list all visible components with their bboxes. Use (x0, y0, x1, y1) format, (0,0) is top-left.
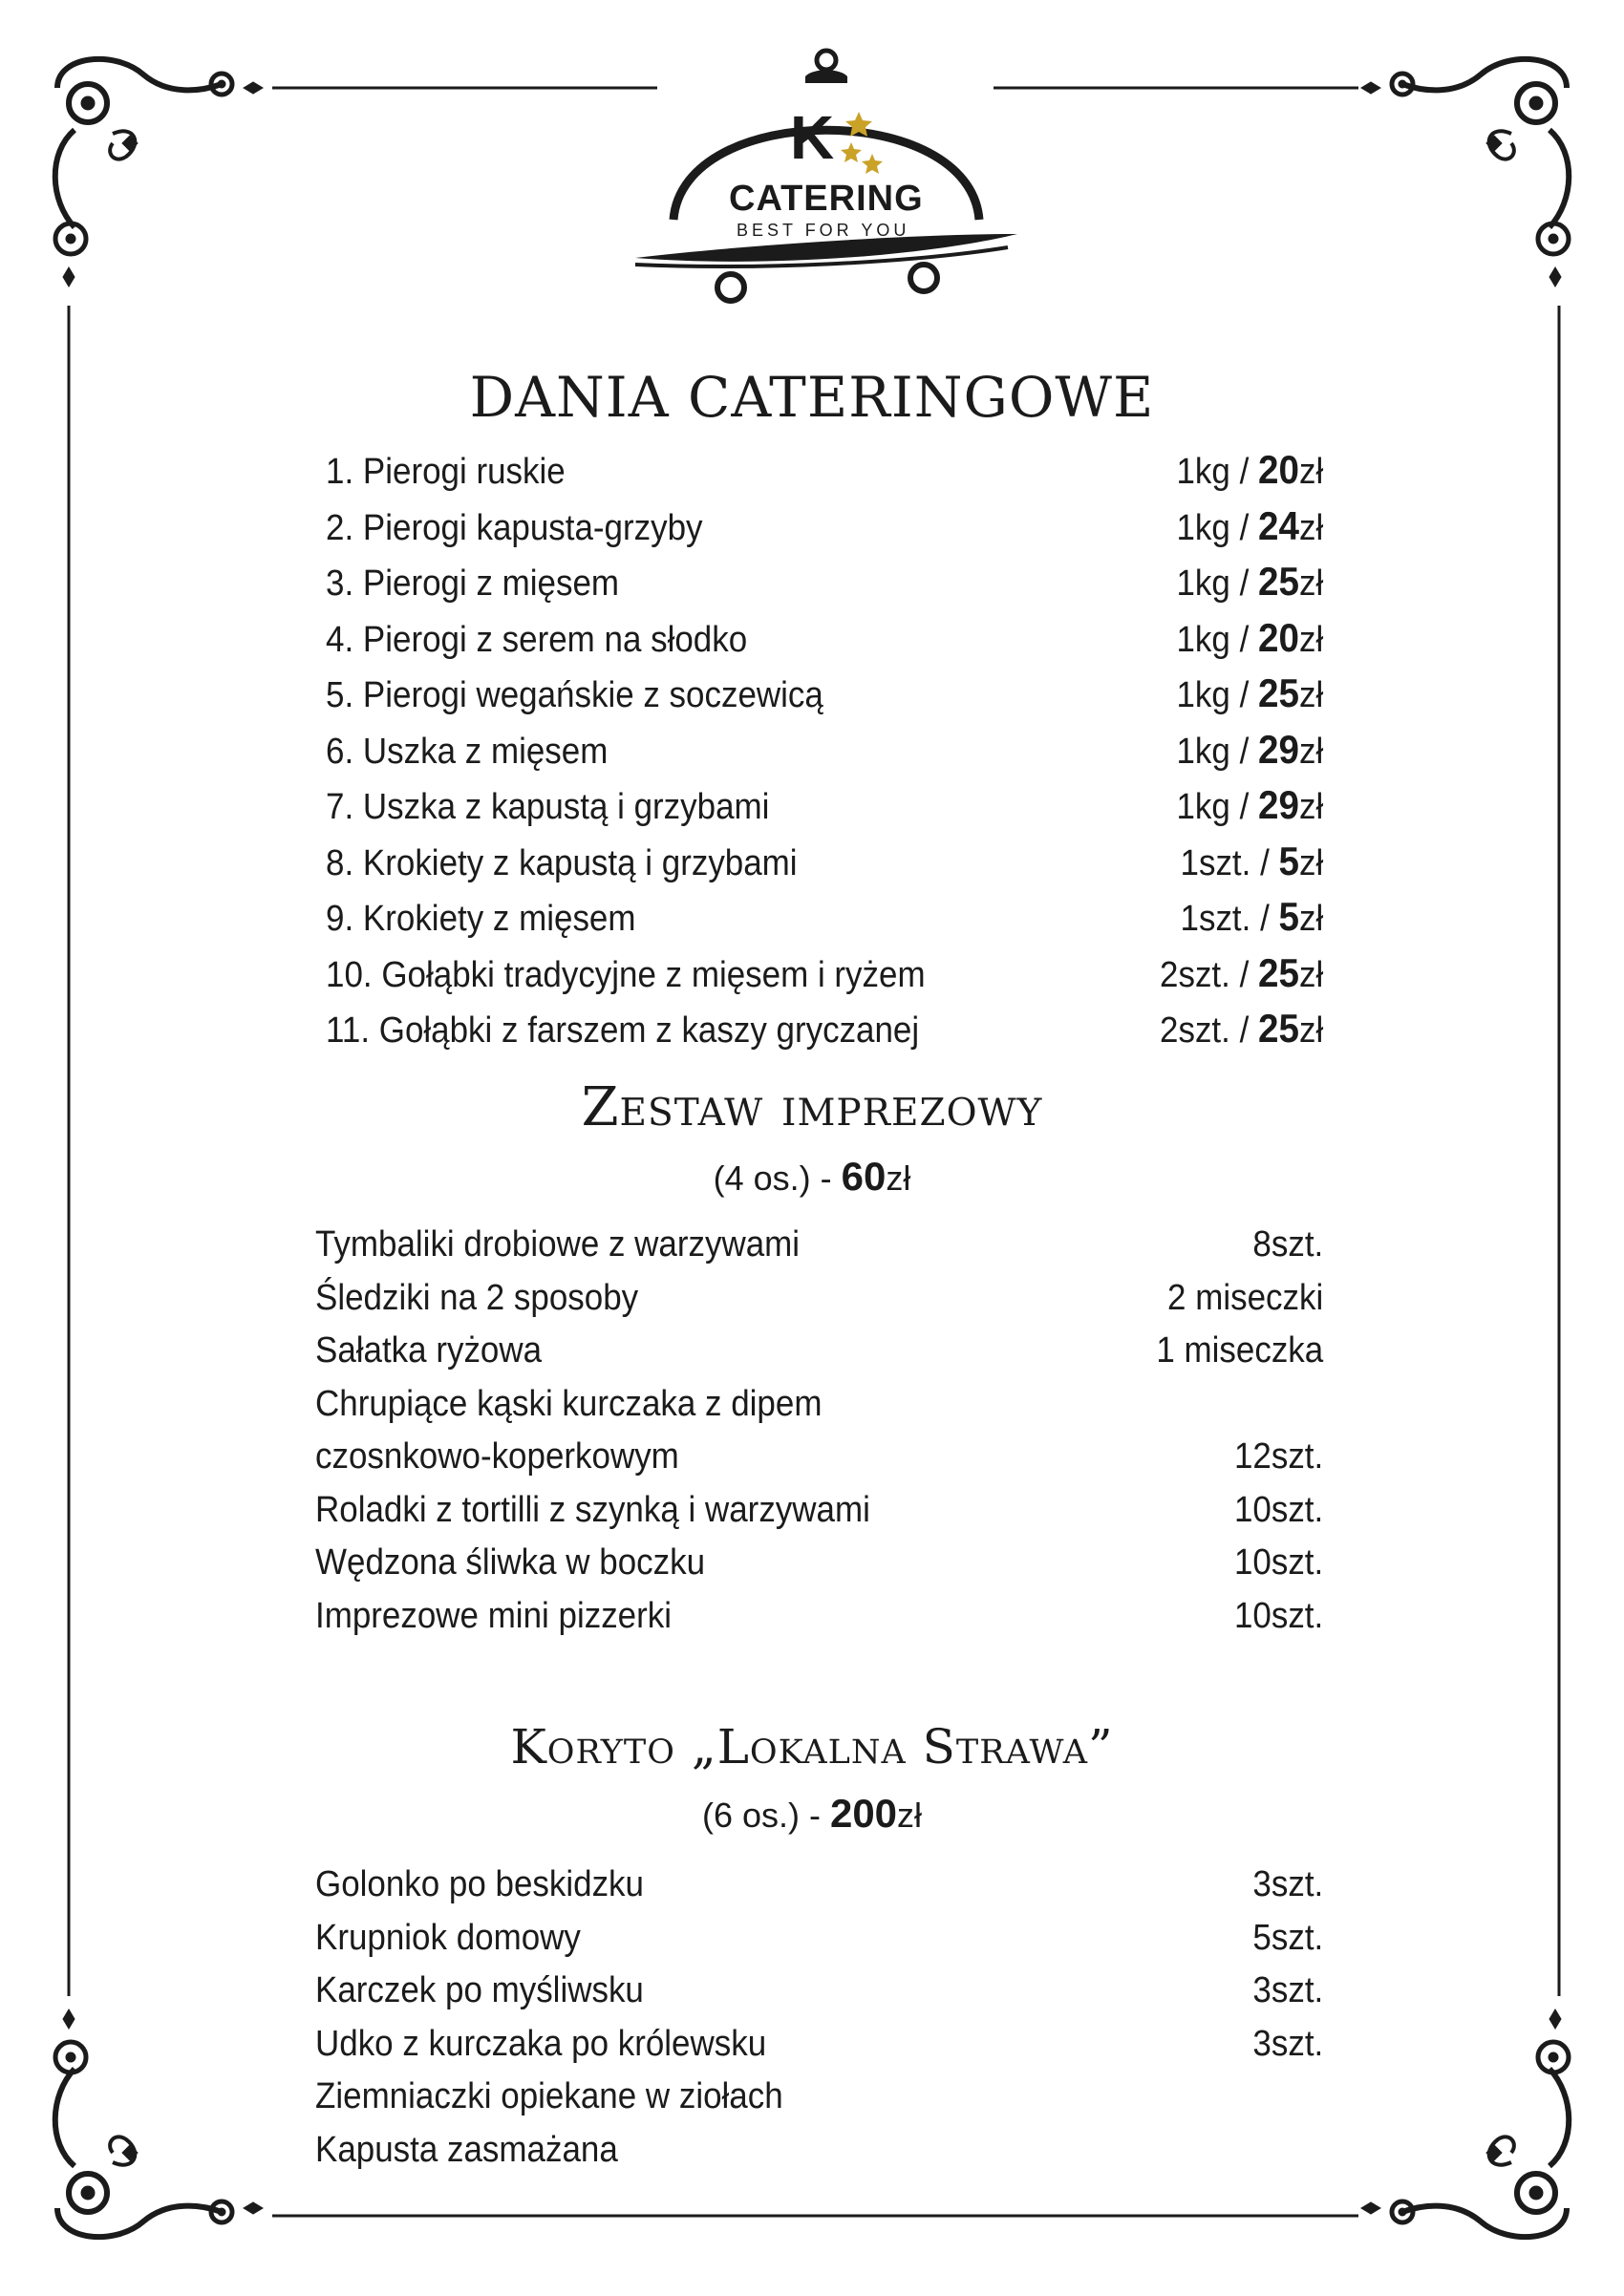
menu-item-name: Gołąbki z farszem z kaszy gryczanej (378, 1010, 920, 1051)
menu-item-name: Udko z kurczaka po królewsku (315, 2023, 767, 2064)
menu-item-name: Pierogi wegańskie z soczewicą (362, 675, 823, 715)
section2-title: Zestaw imprezowy (581, 1076, 1043, 1138)
subtitle-price: 200 (829, 1791, 898, 1836)
menu-item-row (315, 1484, 1323, 1538)
menu-item-quantity: 3szt. (1252, 2023, 1324, 2064)
menu-item-name-group (326, 558, 619, 611)
menu-item-row (315, 946, 1323, 1003)
section2-list (315, 1219, 1323, 1643)
menu-item-currency: zł (1298, 563, 1324, 604)
menu-item-name: Pierogi z mięsem (362, 563, 620, 604)
menu-item-name: Sałatka ryżowa (315, 1330, 543, 1371)
menu-item-number: 2. (326, 507, 354, 548)
menu-item-price: 5 (1278, 894, 1299, 939)
menu-item-price: 25 (1258, 559, 1299, 604)
menu-item-number: 5. (326, 675, 354, 715)
menu-item-name: Uszka z mięsem (362, 731, 609, 772)
menu-item-name: Kapusta zasmażana (315, 2129, 618, 2170)
menu-item-price: 20 (1258, 614, 1299, 660)
section2-subtitle (0, 1154, 1624, 1200)
subtitle-currency: zł (886, 1159, 911, 1198)
star-icon (841, 142, 862, 162)
menu-item-row (315, 1912, 1323, 1966)
menu-item-currency: zł (1298, 1010, 1324, 1051)
menu-item-unit: 1kg / (1176, 563, 1259, 604)
menu-item-name: Krokiety z kapustą i grzybami (362, 842, 798, 883)
menu-item-quantity: 3szt. (1252, 1864, 1324, 1904)
menu-item-price-group (1176, 723, 1323, 779)
menu-item-currency: zł (1298, 899, 1324, 939)
menu-item-price: 25 (1258, 1006, 1299, 1051)
menu-item-name: Pierogi kapusta-grzyby (362, 507, 703, 548)
menu-item-number: 7. (326, 787, 354, 827)
menu-item-unit: 1szt. / (1180, 842, 1279, 883)
menu-item-row (315, 1965, 1323, 2018)
section3-subtitle (0, 1791, 1624, 1837)
menu-item-name: Roladki z tortilli z szynką i warzywami (315, 1489, 870, 1530)
menu-item-number: 6. (326, 731, 354, 772)
section3-list (315, 1859, 1323, 2177)
menu-item-currency: zł (1298, 452, 1324, 492)
section1-list (315, 443, 1323, 1058)
menu-item-name: Krupniok domowy (315, 1917, 581, 1958)
menu-item-price-group (1181, 890, 1324, 946)
menu-item-unit: 1kg / (1176, 787, 1259, 827)
menu-item-price: 24 (1258, 502, 1299, 548)
menu-item-price-group (1160, 946, 1323, 1003)
menu-item-price: 25 (1258, 670, 1299, 715)
menu-item-currency: zł (1298, 842, 1324, 883)
menu-item-row (315, 1378, 1323, 1432)
menu-item-price-group (1181, 835, 1324, 891)
catering-logo (626, 43, 1027, 320)
menu-item-row (315, 500, 1323, 556)
menu-item-price: 25 (1258, 949, 1299, 995)
star-icon (862, 154, 883, 174)
menu-item-unit: 1szt. / (1180, 899, 1279, 939)
menu-item-name-group (326, 838, 798, 891)
menu-item-name: Chrupiące kąski kurczaka z dipem (315, 1383, 823, 1424)
menu-item-price-group (1176, 667, 1323, 723)
menu-item-row (315, 2018, 1323, 2072)
menu-item-quantity: 10szt. (1233, 1542, 1324, 1583)
menu-item-number: 11. (326, 1010, 371, 1051)
menu-item-row (315, 1431, 1323, 1484)
menu-item-row (315, 890, 1323, 946)
menu-item-row (315, 1859, 1323, 1912)
menu-item-row (315, 1219, 1323, 1272)
menu-item-number: 1. (326, 452, 354, 492)
menu-item-name: Ziemniaczki opiekane w ziołach (315, 2076, 783, 2116)
menu-item-name: Krokiety z mięsem (362, 899, 636, 939)
menu-item-unit: 1kg / (1176, 675, 1259, 715)
menu-item-price: 29 (1258, 726, 1299, 772)
menu-item-price: 5 (1278, 838, 1299, 883)
subtitle-currency: zł (897, 1796, 923, 1835)
logo-letter: K (790, 103, 835, 172)
menu-item-unit: 1kg / (1176, 731, 1259, 772)
menu-item-name: Gołąbki tradycyjne z mięsem i ryżem (381, 954, 926, 995)
menu-item-row (315, 778, 1323, 835)
menu-item-currency: zł (1298, 787, 1324, 827)
menu-item-row (315, 1002, 1323, 1058)
menu-item-name-group (326, 949, 926, 1003)
menu-item-price-group (1176, 443, 1323, 500)
menu-item-row (315, 2124, 1323, 2178)
menu-item-name: Imprezowe mini pizzerki (315, 1595, 673, 1636)
subtitle-prefix: (4 os.) - (713, 1159, 842, 1198)
menu-item-unit: 2szt. / (1160, 954, 1259, 995)
menu-item-price: 20 (1258, 447, 1299, 492)
menu-item-number: 3. (326, 563, 354, 604)
menu-item-row (315, 1537, 1323, 1590)
menu-item-row (315, 1272, 1323, 1326)
menu-item-currency: zł (1298, 675, 1324, 715)
menu-item-unit: 1kg / (1176, 619, 1259, 660)
menu-item-name: Śledziki na 2 sposoby (315, 1277, 639, 1318)
menu-item-row (315, 723, 1323, 779)
menu-item-number: 8. (326, 842, 354, 883)
menu-item-quantity: 8szt. (1252, 1224, 1324, 1265)
menu-item-price: 29 (1258, 782, 1299, 827)
menu-item-row (315, 835, 1323, 891)
subtitle-prefix: (6 os.) - (701, 1796, 830, 1835)
menu-item-name: Pierogi z serem na słodko (362, 619, 748, 660)
menu-item-name: Karczek po myśliwsku (315, 1970, 644, 2010)
menu-item-name-group (326, 893, 635, 946)
logo-brand: CATERING (729, 179, 924, 219)
menu-item-number: 9. (326, 899, 354, 939)
menu-item-price-group (1160, 1002, 1323, 1058)
menu-item-name: Pierogi ruskie (362, 452, 566, 492)
menu-item-price-group (1176, 555, 1323, 611)
menu-item-quantity: 10szt. (1233, 1489, 1324, 1530)
menu-item-name-group (326, 726, 608, 779)
menu-item-quantity: 12szt. (1233, 1436, 1324, 1477)
menu-item-number: 4. (326, 619, 354, 660)
menu-item-name: Golonko po beskidzku (315, 1864, 644, 1904)
menu-item-name-group (326, 781, 769, 835)
corner-ornament-icon (55, 59, 263, 287)
menu-item-row (315, 611, 1323, 668)
menu-item-unit: 1kg / (1176, 507, 1259, 548)
section3-title: Koryto „Lokalna Strawa” (510, 1719, 1114, 1775)
menu-item-quantity: 5szt. (1252, 1917, 1324, 1958)
menu-item-row (315, 555, 1323, 611)
menu-item-name-group (326, 502, 702, 556)
menu-item-row (315, 1590, 1323, 1644)
menu-item-currency: zł (1298, 954, 1324, 995)
section1-title: DANIA CATERINGOWE (469, 365, 1155, 430)
menu-item-name: Uszka z kapustą i grzybami (362, 787, 770, 827)
menu-item-unit: 2szt. / (1160, 1010, 1259, 1051)
menu-item-quantity: 10szt. (1233, 1595, 1324, 1636)
menu-item-row (315, 2071, 1323, 2124)
menu-item-name-group (326, 446, 566, 500)
menu-item-name-group (326, 1005, 919, 1058)
menu-item-name-group (326, 614, 747, 668)
menu-item-unit: 1kg / (1176, 452, 1259, 492)
menu-item-row (315, 443, 1323, 500)
menu-item-name-group (326, 670, 823, 723)
menu-item-price-group (1176, 611, 1323, 668)
menu-item-name: czosnkowo-koperkowym (315, 1436, 679, 1477)
menu-item-row (315, 1325, 1323, 1378)
menu-item-currency: zł (1298, 619, 1324, 660)
menu-item-row (315, 667, 1323, 723)
menu-item-price-group (1176, 778, 1323, 835)
menu-item-name: Tymbaliki drobiowe z warzywami (315, 1224, 801, 1265)
subtitle-price: 60 (841, 1154, 887, 1199)
logo-tagline: BEST FOR YOU (737, 221, 910, 240)
menu-item-number: 10. (326, 954, 373, 995)
menu-item-name: Wędzona śliwka w boczku (315, 1542, 706, 1583)
menu-item-quantity: 2 miseczki (1167, 1277, 1324, 1318)
menu-item-quantity: 1 miseczka (1156, 1330, 1324, 1371)
menu-item-currency: zł (1298, 507, 1324, 548)
menu-item-quantity: 3szt. (1252, 1970, 1324, 2010)
menu-item-price-group (1176, 500, 1323, 556)
menu-item-currency: zł (1298, 731, 1324, 772)
